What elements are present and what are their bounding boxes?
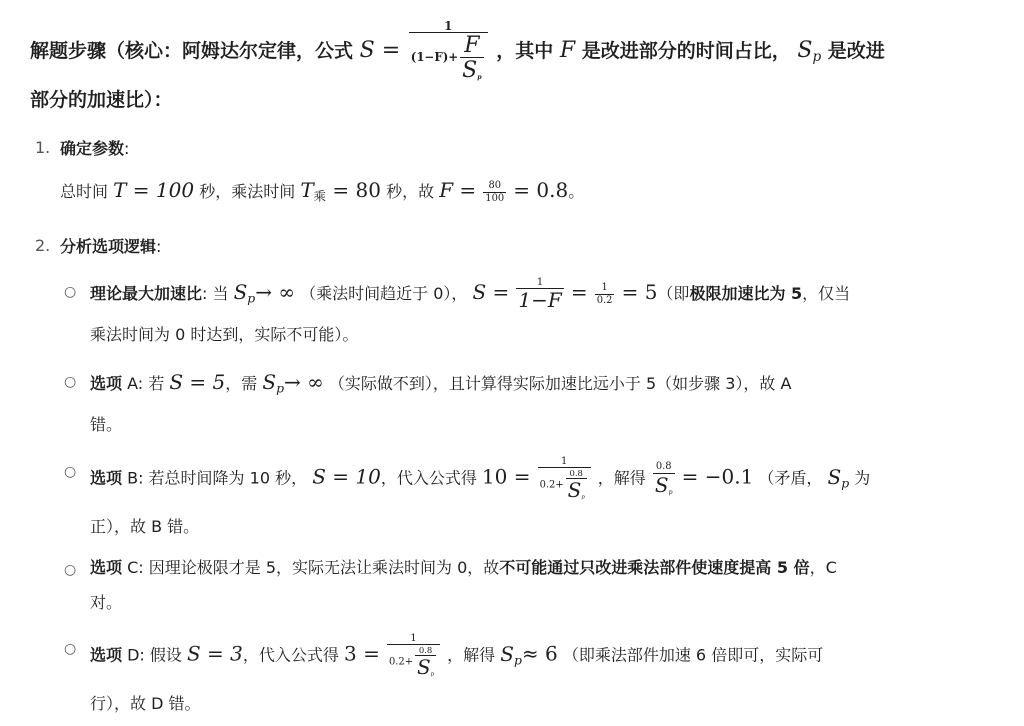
var-F: F (559, 37, 576, 63)
step-2-title-text: 分析选项逻辑 (60, 237, 157, 256)
eq: = (570, 280, 588, 304)
num: 1 (601, 282, 608, 294)
bold-text: 不可能通过只改进乘法部件使速度提高 5 倍 (499, 558, 810, 577)
math-eq: 3 = (344, 641, 380, 666)
text: : 因理论极限才是 5，实际无法让乘法时间为 0，故 (138, 558, 500, 577)
bullet-2-line-2: 错。 (90, 415, 123, 434)
math-F: F = (439, 178, 477, 202)
text: ，C (809, 558, 837, 577)
sp-S: S (233, 280, 248, 304)
bullet-circle: ○ (64, 284, 77, 300)
fraction (538, 457, 591, 501)
math-Sp (262, 370, 284, 394)
frac-num: 1 (444, 19, 453, 33)
eq: = 0.8 (513, 178, 569, 202)
colon: : (124, 139, 130, 158)
den-text: 0.2+ (539, 479, 564, 491)
text: ，仅当 (802, 284, 851, 303)
math-Sp (828, 465, 850, 489)
option-letter: B (122, 468, 139, 488)
bullet-circle: ○ (64, 374, 77, 390)
step-1-title (60, 136, 129, 159)
bullet-3-line-2: 正），故 B 错。 (90, 517, 200, 536)
num: 0.8 (569, 468, 583, 479)
den: 100 (485, 192, 505, 204)
eq: = 80 (332, 178, 381, 202)
bullet-label: 理论最大加速比 (90, 284, 203, 303)
bullet-label: 选项 (90, 558, 123, 577)
step-2-marker: 2. (35, 236, 51, 255)
den (387, 644, 440, 678)
T: T (300, 178, 314, 202)
heading-text: ，其中 (496, 39, 554, 62)
inner-fraction (415, 646, 436, 678)
amdahl-fraction (409, 20, 488, 83)
bullet-1-line-2: 乘法时间为 0 时达到，实际不可能）。 (90, 325, 359, 344)
den (415, 655, 436, 678)
sub: 乘 (313, 188, 327, 204)
to-inf: → ∞ (255, 280, 296, 304)
math-Sp (500, 642, 522, 666)
math-S: S = 10 (312, 464, 381, 489)
fraction (516, 278, 563, 311)
text: （实际做不到），且计算得实际加速比远小于 5（如步骤 3），故 A (328, 374, 792, 393)
step-1-title-text: 确定参数 (60, 139, 125, 158)
math-S: S = 3 (187, 641, 243, 666)
bullet-1-line-1 (90, 277, 850, 314)
den: 1−F (518, 288, 562, 313)
heading-line-2: 部分的加速比）： (30, 89, 173, 111)
sp-p: p (668, 488, 673, 496)
heading-text: 是改进部分的时间占比， (581, 39, 791, 62)
inner-den (460, 57, 483, 82)
bullet-2-line-1 (90, 367, 791, 404)
sp-p: p (276, 380, 284, 396)
fraction (595, 283, 615, 306)
bullet-4-line-1 (90, 553, 837, 583)
text: （即 (657, 284, 690, 303)
bullet-label: 选项 (90, 645, 123, 665)
text: : 若 (137, 374, 165, 393)
bold-text: 极限加速比为 5 (689, 284, 803, 303)
sp-p: p (581, 494, 585, 501)
text: （乘法时间趋近于 0）， (300, 284, 468, 303)
den (653, 473, 675, 496)
text: ，解得 (447, 645, 496, 665)
num: 1 (536, 276, 544, 288)
num: 1 (560, 456, 568, 467)
text: ，代入公式得 (380, 468, 477, 488)
sp-p: p (812, 48, 822, 65)
sp-p: p (247, 290, 256, 306)
bullet-3-line-1 (90, 457, 870, 501)
num: 0.8 (655, 461, 672, 473)
heading-text: 是改进 (827, 39, 885, 62)
fraction (387, 634, 440, 678)
sp-S: S (262, 370, 277, 394)
option-letter: C (122, 558, 139, 577)
text: ，需 (225, 374, 258, 393)
text: : 当 (202, 284, 229, 303)
math-Tmul (300, 178, 381, 202)
den (566, 478, 587, 501)
text: ，代入公式得 (242, 645, 339, 665)
num: 0.8 (418, 645, 433, 656)
formula-S: S = (359, 37, 401, 63)
den-text: 0.2+ (388, 656, 414, 668)
den-text: (1−F)+ (410, 50, 459, 65)
sp-p: p (430, 671, 435, 678)
option-letter: D (122, 645, 140, 665)
num: 80 (488, 180, 502, 192)
text: 总时间 (60, 182, 109, 201)
sp-p: p (841, 475, 850, 491)
text: （矛盾， (758, 468, 823, 488)
eq: = 5 (621, 280, 658, 304)
sp-S: S (654, 472, 669, 497)
text: : 若总时间降为 10 秒， (138, 468, 308, 488)
text: （即乘法部件加速 6 倍即可，实际可 (562, 645, 824, 665)
sp-S: S (462, 58, 478, 84)
sp-S: S (827, 464, 842, 489)
inner-fraction (566, 469, 587, 501)
heading-line-1 (30, 20, 885, 83)
math-S: S = (472, 280, 510, 304)
bullet-circle: ○ (64, 562, 77, 578)
bullet-circle: ○ (64, 641, 77, 657)
math-Sp (234, 280, 256, 304)
bullet-label: 选项 (90, 468, 123, 488)
sp-S: S (567, 478, 582, 503)
sp-p: p (513, 652, 522, 668)
sp-S: S (500, 641, 514, 666)
sp-S: S (797, 37, 813, 63)
bullet-circle: ○ (64, 464, 77, 480)
sp-S: S (417, 655, 431, 680)
step-2-title (60, 234, 161, 257)
den: 0.2 (596, 294, 613, 306)
bullet-4-line-2: 对。 (90, 593, 123, 612)
text: 秒，故 (386, 182, 435, 201)
text: 为 (854, 468, 871, 488)
math-T: T = 100 (113, 178, 195, 202)
bullet-5-line-1 (90, 634, 823, 678)
var-Sp (797, 38, 821, 63)
den (538, 467, 591, 501)
text: : 假设 (139, 645, 182, 665)
text: 。 (568, 182, 585, 201)
bullet-5-line-2: 行），故 D 错。 (90, 694, 201, 713)
step-1-content (60, 175, 584, 212)
eq: = −0.1 (681, 464, 754, 489)
inner-num: F (464, 33, 480, 59)
math-eq: 10 = (481, 464, 531, 489)
approx: ≈ 6 (521, 641, 558, 666)
fraction (653, 462, 675, 496)
fraction-80-100 (483, 181, 506, 204)
math-S: S = 5 (169, 370, 226, 394)
colon: : (156, 237, 162, 256)
bullet-label: 选项 (90, 374, 123, 393)
num: 1 (410, 633, 417, 644)
text: ，解得 (597, 468, 646, 488)
frac-den (409, 32, 488, 82)
inner-fraction (460, 34, 483, 82)
option-letter: A (122, 374, 138, 393)
text: 秒，乘法时间 (199, 182, 296, 201)
step-1-marker: 1. (35, 138, 51, 157)
sp-p: p (477, 74, 482, 82)
heading-text: 解题步骤（核心：阿姆达尔定律，公式 (30, 39, 354, 62)
to-inf: → ∞ (284, 370, 324, 394)
